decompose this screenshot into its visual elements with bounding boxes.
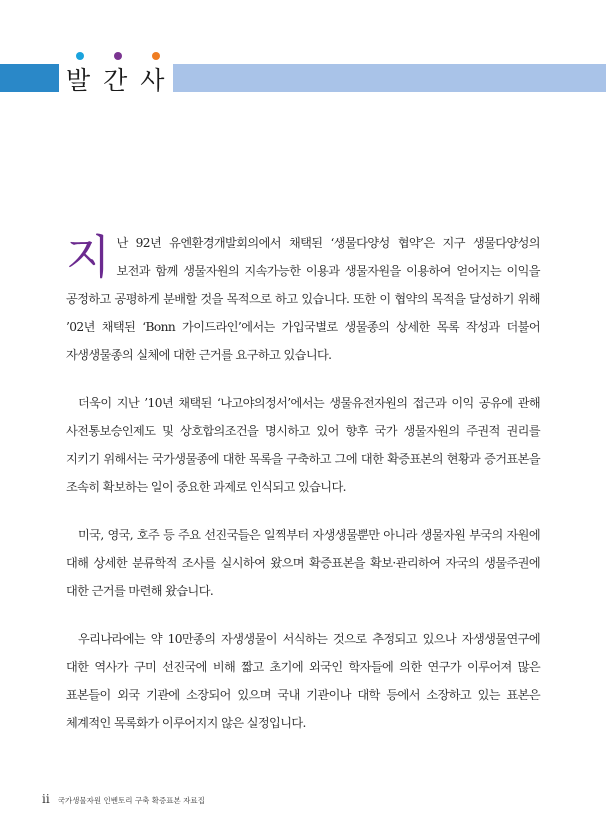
- purple-dot-icon: [114, 52, 122, 60]
- foreword-body: [66, 229, 540, 757]
- paragraph-1-text: 난 92년 유엔환경개발회의에서 채택된 ‘생물다양성 협약’은 지구 생물다양성의 보전과 함께 생물자원의 지속가능한 이용과 생물자원을 이용하여 얻어지는 이익을 공정하고 공평하게 분배할 것을 목적으로 하고 있습니다. 또한 이 협약의 목적을 달성하기 위해 ’02년 채택된 ‘Bonn 가이드라인’에서는 가입국별로 생물종의 상세한 목록 작성과 더불어 자생생물종의 실체에 대한 근거를 요구하고 있습니다.: [66, 236, 540, 362]
- page-title: 발간사: [66, 66, 178, 95]
- decorative-dots: [76, 52, 166, 60]
- paragraph-2: 더욱이 지난 ’10년 채택된 ‘나고야의정서’에서는 생물유전자원의 접근과 이익 공유에 관해 사전통보승인제도 및 상호합의조건을 명시하고 있어 향후 국가 생물자원의 주권적 권리를 지키기 위해서는 국가생물종에 대한 목록을 구축하고 그에 대한 확증표본의 현황과 증거표본을 조속히 확보하는 일이 중요한 과제로 인식되고 있습니다.: [66, 396, 540, 494]
- paragraph-4: 우리나라에는 약 10만종의 자생생물이 서식하는 것으로 추정되고 있으나 자생생물연구에 대한 역사가 구미 선진국에 비해 짧고 초기에 외국인 학자들에 의한 연구가 이루어져 많은 표본들이 외국 기관에 소장되어 있으며 국내 기관이나 대학 등에서 소장하고 있는 표본은 체계적인 목록화가 이루어지지 않은 실정입니다.: [66, 632, 540, 730]
- page-footer: [42, 792, 205, 806]
- header-bar-left-block: [0, 64, 59, 92]
- cyan-dot-icon: [76, 52, 84, 60]
- header-bar-right-block: [173, 64, 606, 92]
- page-number: ii: [42, 792, 50, 806]
- paragraph-3: 미국, 영국, 호주 등 주요 선진국들은 일찍부터 자생생물뿐만 아니라 생물자원 부국의 자원에 대해 상세한 분류학적 조사를 실시하여 왔으며 확증표본을 확보·관리하여 자국의 생물주권에 대한 근거를 마련해 왔습니다.: [66, 528, 540, 598]
- orange-dot-icon: [152, 52, 160, 60]
- publication-title: 국가생물자원 인벤토리 구축 확증표본 자료집: [57, 796, 205, 805]
- paragraph-1: [66, 229, 540, 369]
- dropcap-letter: 지: [66, 230, 111, 284]
